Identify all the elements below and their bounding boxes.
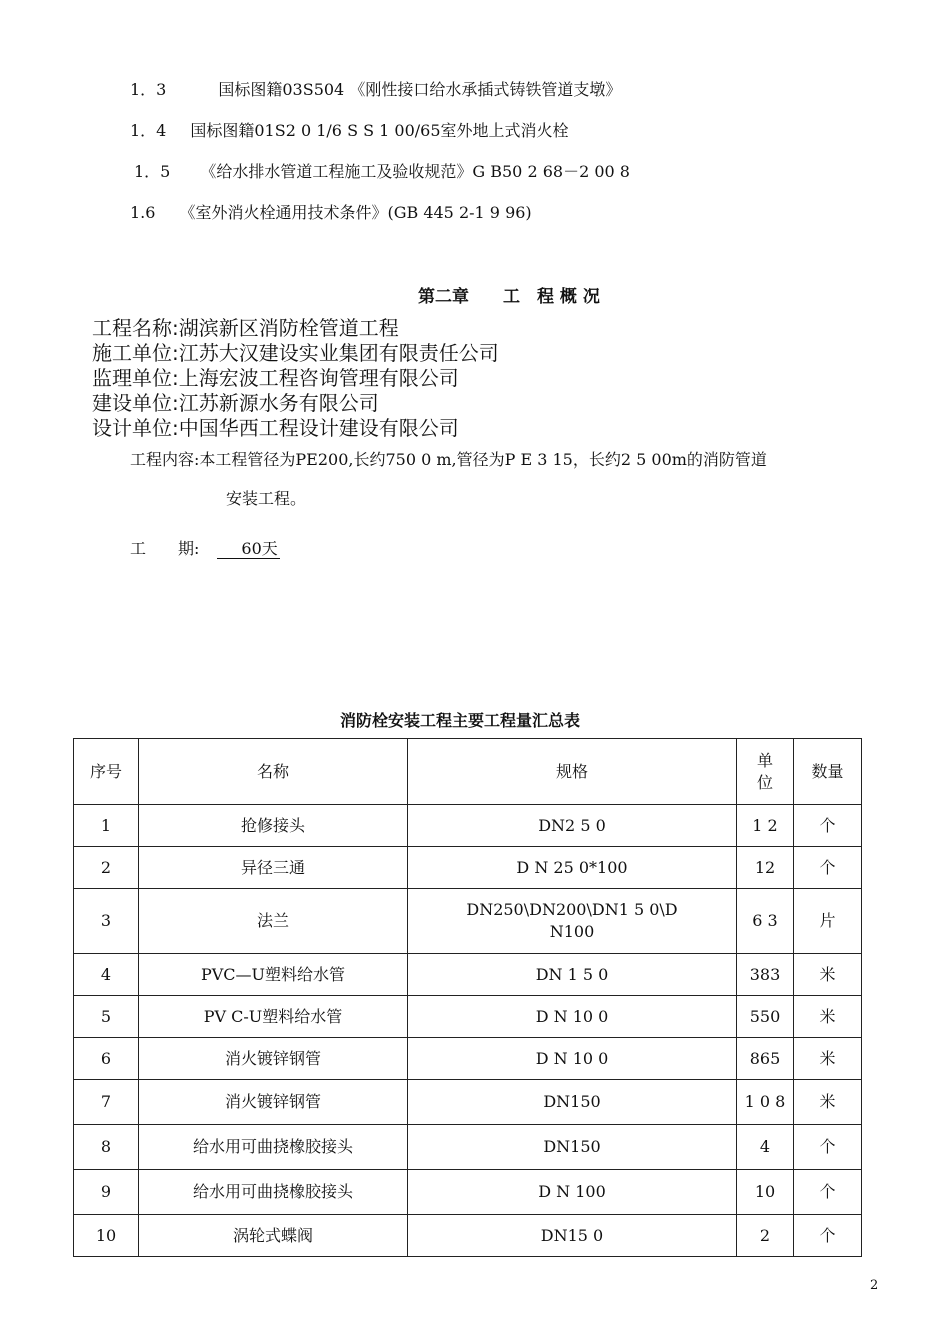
cell-spec: DN150 [408, 1125, 737, 1170]
cell-index: 4 [74, 954, 139, 996]
cell-unit: 10 [737, 1170, 794, 1215]
table-row [74, 1215, 862, 1257]
chapter-title: 第二章 工 程 概 况 [418, 287, 600, 307]
cell-name: 涡轮式蝶阀 [139, 1215, 408, 1257]
cell-index: 3 [74, 889, 139, 954]
header-unit-line1: 单 [756, 750, 773, 770]
cell-qty: 个 [794, 847, 862, 889]
cell-name: PV C-U塑料给水管 [139, 996, 408, 1038]
project-content-line2: 安装工程。 [226, 489, 307, 508]
duration-label: 工 期: [130, 539, 200, 558]
cell-qty: 个 [794, 1170, 862, 1215]
table-row [74, 847, 862, 889]
cell-spec: DN15 0 [408, 1215, 737, 1257]
cell-spec [408, 889, 737, 954]
table-title: 消防栓安装工程主要工程量汇总表 [340, 711, 581, 730]
cell-name: 消火镀锌钢管 [139, 1038, 408, 1080]
cell-unit: 4 [737, 1125, 794, 1170]
table-row [74, 1170, 862, 1215]
header-unit [737, 739, 794, 805]
page-number: 2 [870, 1278, 879, 1293]
cell-name: 抢修接头 [139, 805, 408, 847]
quantity-table [73, 738, 862, 1257]
cell-spec: DN 1 5 0 [408, 954, 737, 996]
duration-value: 60天 [217, 540, 279, 559]
cell-name: 给水用可曲挠橡胶接头 [139, 1125, 408, 1170]
cell-index: 6 [74, 1038, 139, 1080]
cell-index: 8 [74, 1125, 139, 1170]
table-row [74, 889, 862, 954]
project-content-line1: 工程内容:本工程管径为PE200,长约750 0 m,管径为P E 3 15，长约2 5 00m的消防管道 [130, 450, 767, 469]
cell-index: 9 [74, 1170, 139, 1215]
cell-qty: 个 [794, 1215, 862, 1257]
cell-index: 2 [74, 847, 139, 889]
reference-1-6 [130, 200, 532, 223]
cell-name: 法兰 [139, 889, 408, 954]
reference-text: 《室外消火栓通用技术条件》(GB 445 2-1 9 96) [179, 203, 532, 222]
cell-name: 消火镀锌钢管 [139, 1080, 408, 1125]
cell-spec: D N 10 0 [408, 996, 737, 1038]
cell-qty: 米 [794, 954, 862, 996]
table-row [74, 1125, 862, 1170]
cell-qty: 米 [794, 1080, 862, 1125]
duration [130, 536, 280, 559]
cell-unit: 6 3 [737, 889, 794, 954]
cell-qty: 个 [794, 805, 862, 847]
reference-number: 1．4 [130, 121, 167, 140]
table-row [74, 996, 862, 1038]
cell-qty: 个 [794, 1125, 862, 1170]
header-index: 序号 [74, 739, 139, 805]
reference-1-4 [130, 118, 569, 141]
supervision-unit: 监理单位:上海宏波工程咨询管理有限公司 [92, 366, 459, 390]
cell-name: PVC—U塑料给水管 [139, 954, 408, 996]
reference-1-5 [134, 159, 630, 182]
cell-qty: 米 [794, 1038, 862, 1080]
cell-index: 1 [74, 805, 139, 847]
cell-qty: 米 [794, 996, 862, 1038]
project-name: 工程名称:湖滨新区消防栓管道工程 [92, 316, 399, 340]
header-qty: 数量 [794, 739, 862, 805]
cell-unit: 1 2 [737, 805, 794, 847]
cell-name: 给水用可曲挠橡胶接头 [139, 1170, 408, 1215]
cell-spec: DN150 [408, 1080, 737, 1125]
owner-unit: 建设单位:江苏新源水务有限公司 [92, 391, 379, 415]
table-row [74, 1080, 862, 1125]
reference-text: 国标图籍03S504 《刚性接口给水承插式铸铁管道支墩》 [218, 80, 622, 99]
table-row [74, 954, 862, 996]
reference-text: 国标图籍01S2 0 1/6 S S 1 00/65室外地上式消火栓 [190, 121, 569, 140]
reference-number: 1.6 [130, 203, 156, 222]
reference-number: 1．5 [134, 162, 171, 181]
cell-unit: 550 [737, 996, 794, 1038]
reference-number: 1．3 [130, 80, 167, 99]
table-row [74, 1038, 862, 1080]
design-unit: 设计单位:中国华西工程设计建设有限公司 [92, 416, 459, 440]
cell-unit: 383 [737, 954, 794, 996]
cell-name: 异径三通 [139, 847, 408, 889]
reference-text: 《给水排水管道工程施工及验收规范》G B50 2 68－2 00 8 [200, 162, 630, 181]
cell-spec: D N 25 0*100 [408, 847, 737, 889]
header-unit-line2: 位 [756, 772, 773, 792]
cell-spec: D N 100 [408, 1170, 737, 1215]
cell-spec-line2: N100 [549, 922, 595, 941]
table-header-row [74, 739, 862, 805]
table-row [74, 805, 862, 847]
cell-qty: 片 [794, 889, 862, 954]
cell-spec-line1: DN250\DN200\DN1 5 0\D [466, 900, 678, 919]
cell-index: 7 [74, 1080, 139, 1125]
reference-1-3 [130, 77, 621, 100]
cell-index: 5 [74, 996, 139, 1038]
header-name: 名称 [139, 739, 408, 805]
cell-unit: 865 [737, 1038, 794, 1080]
cell-unit: 1 0 8 [737, 1080, 794, 1125]
cell-spec: D N 10 0 [408, 1038, 737, 1080]
construction-unit: 施工单位:江苏大汉建设实业集团有限责任公司 [92, 341, 499, 365]
cell-unit: 2 [737, 1215, 794, 1257]
cell-index: 10 [74, 1215, 139, 1257]
cell-unit: 12 [737, 847, 794, 889]
header-spec: 规格 [408, 739, 737, 805]
cell-spec: DN2 5 0 [408, 805, 737, 847]
